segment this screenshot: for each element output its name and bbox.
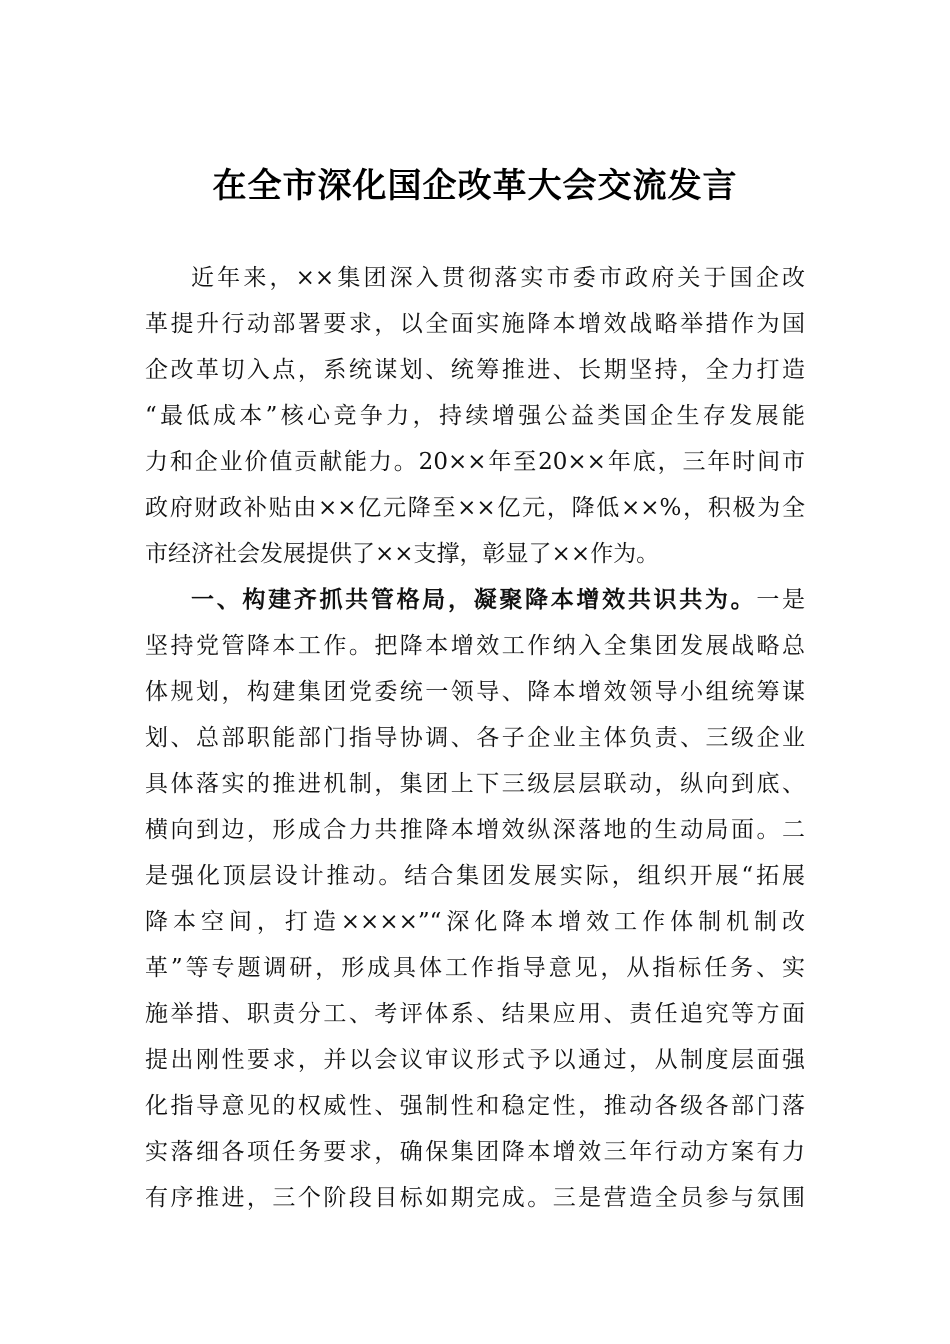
section-heading: 一、构建齐抓共管格局，凝聚降本增效共识共为。 — [191, 587, 757, 613]
intro-line: 市经济社会发展提供了××支撑，彰显了××作为。 — [145, 541, 660, 567]
body-text: 有序推进，三个阶段目标如期完成。 — [145, 1185, 553, 1211]
intro-line: 近年来，××集团深入贯彻落实市委市政府关于国企改 — [191, 265, 805, 291]
section-line: 革”等专题调研，形成具体工作指导意见，从指标任务、实 — [145, 955, 805, 981]
section-line: 提出刚性要求，并以会议审议形式予以通过，从制度层面强 — [145, 1047, 805, 1073]
point-marker: 一是 — [756, 587, 805, 613]
body-text: 横向到边，形成合力共推降本增效纵深落地的生动局面。 — [145, 817, 782, 843]
section-line: 具体落实的推进机制，集团上下三级层层联动，纵向到底、 — [145, 771, 805, 797]
section-line — [145, 577, 805, 623]
section-line: 化指导意见的权威性、强制性和稳定性，推动各级各部门落 — [145, 1093, 805, 1119]
intro-line: 力和企业价值贡献能力。20××年至20××年底，三年时间市 — [145, 449, 805, 475]
intro-line: 革提升行动部署要求，以全面实施降本增效战略举措作为国 — [145, 311, 805, 337]
intro-line: 企改革切入点，系统谋划、统筹推进、长期坚持，全力打造 — [145, 357, 805, 383]
section-line: 实落细各项任务要求，确保集团降本增效三年行动方案有力 — [145, 1139, 805, 1165]
section-line — [145, 807, 805, 853]
section-line — [145, 623, 805, 669]
point-title: 三是营造全员参与氛围 — [552, 1185, 805, 1211]
intro-line: “最低成本”核心竞争力，持续增强公益类国企生存发展能 — [145, 403, 805, 429]
section-line: 划、总部职能部门指导协调、各子企业主体负责、三级企业 — [145, 725, 805, 751]
point-marker: 二 — [782, 817, 805, 843]
section-line: 降本空间，打造××××”“深化降本增效工作体制机制改 — [145, 909, 805, 935]
section-line: 施举措、职责分工、考评体系、结果应用、责任追究等方面 — [145, 1001, 805, 1027]
body-text: 结合集团发展实际，组织开展“拓展 — [404, 863, 805, 889]
section-line — [145, 853, 805, 899]
body-text: 把降本增效工作纳入全集团发展战略总 — [374, 633, 805, 659]
section-line: 体规划，构建集团党委统一领导、降本增效领导小组统筹谋 — [145, 679, 805, 705]
document-body — [145, 255, 805, 1221]
document-title: 在全市深化国企改革大会交流发言 — [212, 166, 738, 206]
intro-line: 政府财政补贴由××亿元降至××亿元，降低××%，积极为全 — [145, 495, 805, 521]
section-line — [145, 1175, 805, 1221]
point-title: 是强化顶层设计推动。 — [145, 863, 405, 889]
point-title: 坚持党管降本工作。 — [145, 633, 375, 659]
